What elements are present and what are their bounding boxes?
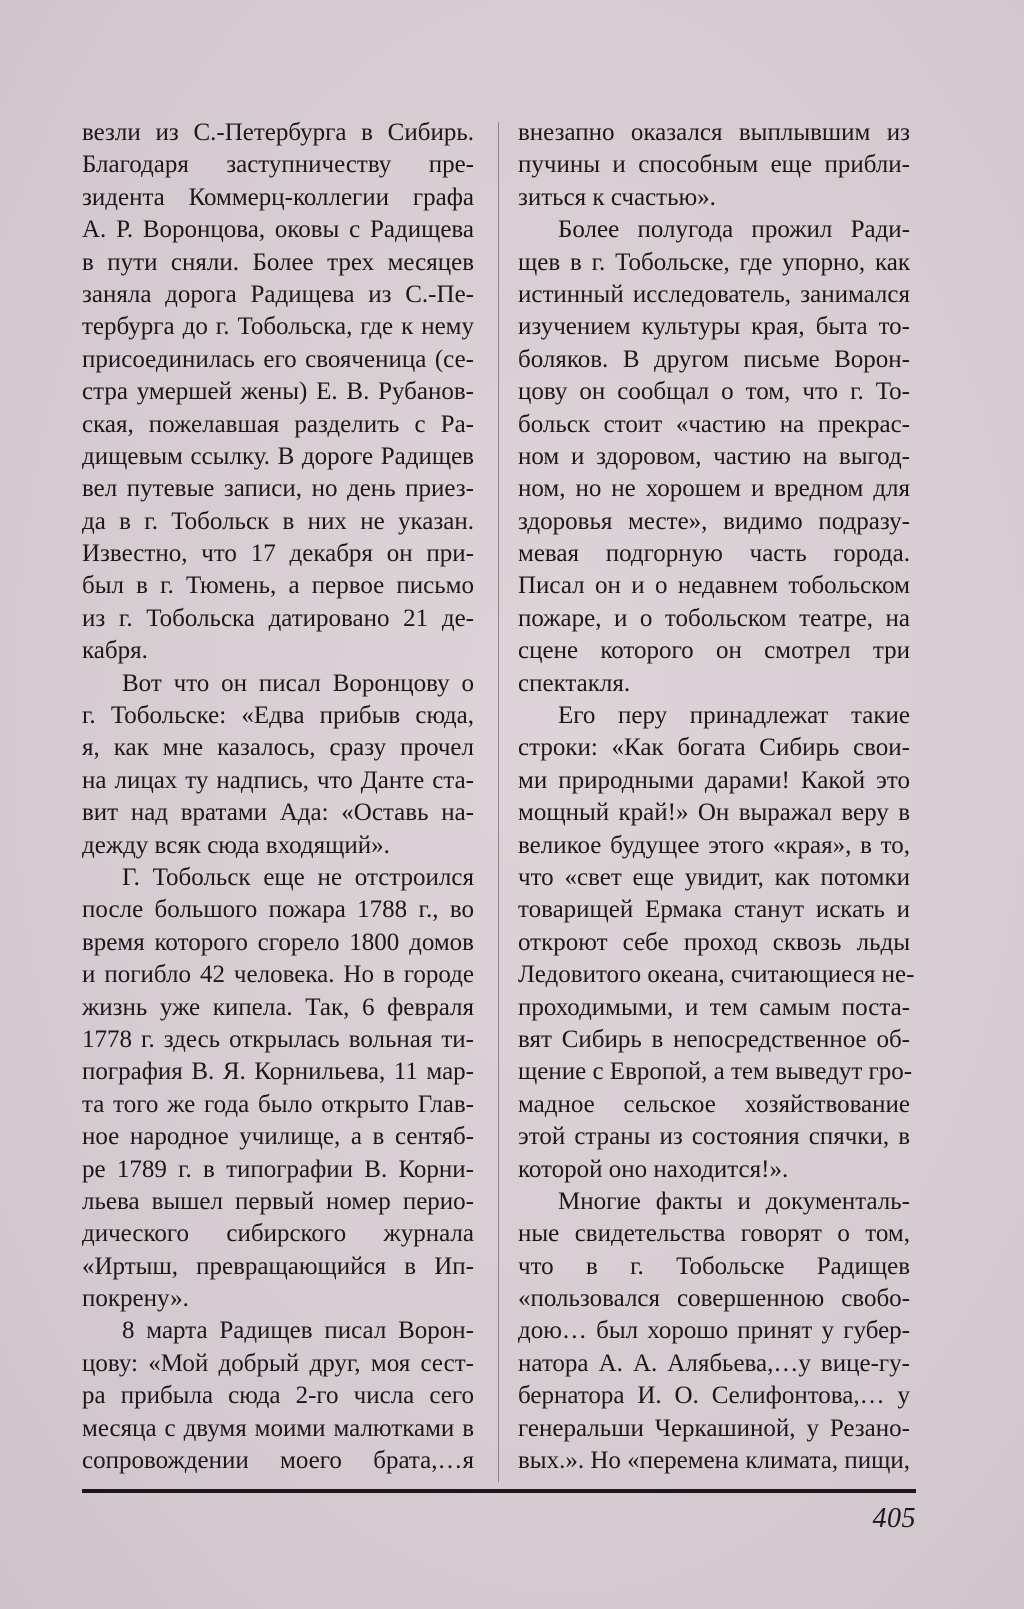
text-line: А. Р. Воронцова, оковы с Радищева — [82, 216, 474, 244]
text-line: вел путевые записи, но день приез- — [82, 475, 474, 503]
text-line: зидента Коммерц-коллегии графа — [82, 183, 474, 211]
text-line: я, как мне казалось, сразу прочел — [82, 734, 474, 762]
text-line: ская, пожелавшая разделить с Ра- — [82, 410, 474, 438]
footer-rule — [82, 1489, 916, 1493]
text-line: дою… был хорошо принят у губер- — [518, 1317, 910, 1345]
text-line: щение с Европой, а тем выведут гро- — [518, 1058, 913, 1086]
text-line: которой оно находится!». — [518, 1155, 789, 1183]
text-line: Писал он и о недавнем тобольском — [518, 572, 910, 600]
text-line: сцене которого он смотрел три — [518, 637, 910, 665]
text-line: дищевым ссылку. В дороге Радищев — [82, 442, 474, 470]
text-line: мевая подгорную часть города. — [518, 540, 910, 568]
text-line: был в г. Тюмень, а первое письмо — [82, 572, 474, 600]
text-line: «пользовался совершенною свобо- — [518, 1285, 910, 1313]
text-line: здоровья месте», видимо подразу- — [518, 507, 910, 535]
text-line: мадное сельское хозяйствование — [518, 1090, 910, 1118]
text-line: «Иртыш, превращающийся в Ип- — [82, 1252, 474, 1280]
text-line: жизнь уже кипела. Так, 6 февраля — [82, 993, 474, 1021]
text-line: время которого сгорело 1800 домов — [82, 928, 474, 956]
text-line: Известно, что 17 декабря он при- — [82, 540, 474, 568]
text-line: дического сибирского журнала — [82, 1220, 474, 1248]
text-line: заняла дорога Радищева из С.-Пе- — [82, 280, 474, 308]
page-number: 405 — [872, 1503, 916, 1534]
text-line: этой страны из состояния спячки, в — [518, 1123, 910, 1151]
text-line: ном, но не хорошем и вредном для — [518, 475, 910, 503]
text-line: на лицах ту надпись, что Данте ста- — [82, 766, 474, 794]
text-line: мощный край!» Он выражал веру в — [518, 799, 910, 827]
text-line: покрену». — [82, 1285, 189, 1313]
text-line: везли из С.-Петербурга в Сибирь. — [82, 119, 474, 146]
text-line: та того же года было открыто Глав- — [82, 1090, 474, 1118]
text-line: Вот что он писал Воронцову о — [122, 669, 474, 697]
text-line: Г. Тобольск еще не отстроился — [122, 863, 474, 891]
text-line: после большого пожара 1788 г., во — [82, 896, 474, 924]
text-line: генеральши Черкашиной, у Резано- — [518, 1414, 910, 1442]
text-line: ные свидетельства говорят о том, — [518, 1220, 910, 1248]
text-line: 8 марта Радищев писал Ворон- — [122, 1317, 474, 1345]
text-line: месяца с двумя моими малютками в — [82, 1414, 474, 1442]
text-line: что «свет еще увидит, как потомки — [518, 863, 910, 891]
text-line: из г. Тобольска датировано 21 де- — [82, 604, 474, 632]
text-line: откроют себе проход сквозь льды — [518, 928, 910, 956]
text-line: ное народное училище, а в сентяб- — [82, 1123, 474, 1151]
text-line: Благодаря заступничеству пре- — [82, 151, 474, 179]
text-line: тербурга до г. Тобольска, где к нему — [82, 313, 474, 341]
text-line: ре 1789 г. в типографии В. Корни- — [82, 1155, 474, 1183]
text-line: ном и здоровом, частию на выгод- — [518, 442, 910, 470]
text-line: кабря. — [82, 637, 148, 665]
text-line: дежду всяк сюда входящий». — [82, 831, 390, 859]
text-line: спектакля. — [518, 669, 631, 697]
text-line: цову: «Мой добрый друг, моя сест- — [82, 1349, 474, 1377]
text-line: внезапно оказался выплывшим из — [518, 119, 910, 146]
text-line: боляков. В другом письме Ворон- — [518, 345, 910, 373]
text-line: г. Тобольске: «Едва прибыв сюда, — [82, 702, 474, 730]
text-line: пучины и способным еще прибли- — [518, 151, 910, 179]
column-divider — [498, 122, 499, 1482]
text-line: льева вышел первый номер перио- — [82, 1187, 474, 1215]
text-line: присоединилась его свояченица (се- — [82, 345, 474, 373]
text-line: цову он сообщал о том, что г. То- — [518, 378, 910, 406]
text-line: стра умершей жены) Е. В. Рубанов- — [82, 378, 474, 406]
text-line: Его перу принадлежат такие — [558, 702, 910, 730]
text-line: и погибло 42 человека. Но в городе — [82, 961, 474, 989]
text-line: вит над вратами Ада: «Оставь на- — [82, 799, 474, 827]
text-line: что в г. Тобольске Радищев — [518, 1252, 910, 1280]
text-line: больск стоит «частию на прекрас- — [518, 410, 910, 438]
text-line: истинный исследователь, занимался — [518, 280, 910, 308]
text-line: сопровождении моего брата,…я — [82, 1447, 474, 1475]
text-line: вят Сибирь в непосредственное об- — [518, 1025, 910, 1053]
text-line: ми природными дарами! Какой это — [518, 766, 910, 794]
text-line: строки: «Как богата Сибирь свои- — [518, 734, 910, 762]
text-line: Многие факты и документаль- — [558, 1187, 910, 1215]
text-line: вых.». Но «перемена климата, пищи, — [518, 1447, 910, 1475]
right-text-column — [518, 117, 915, 1477]
text-line: пожаре, и о тобольском театре, на — [518, 604, 910, 632]
text-line: проходимыми, и тем самым поста- — [518, 993, 910, 1021]
text-line: бернатора И. О. Селифонтова,… у — [518, 1382, 910, 1410]
text-line: Более полугода прожил Ради- — [558, 216, 910, 244]
text-line: изучением культуры края, быта то- — [518, 313, 910, 341]
text-line: зиться к счастью». — [518, 183, 716, 211]
text-line: да в г. Тобольск в них не указан. — [82, 507, 474, 535]
text-line: великое будущее этого «края», в то, — [518, 831, 910, 859]
text-line: пография В. Я. Корнильева, 11 мар- — [82, 1058, 474, 1086]
left-text-column — [82, 117, 474, 1477]
text-line: натора А. А. Алябьева,…у вице-гу- — [518, 1349, 910, 1377]
text-line: товарищей Ермака станут искать и — [518, 896, 910, 924]
text-line: 1778 г. здесь открылась вольная ти- — [82, 1025, 474, 1053]
text-line: в пути сняли. Более трех месяцев — [82, 248, 474, 276]
text-line: Ледовитого океана, считающиеся не- — [518, 961, 915, 989]
text-line: ра прибыла сюда 2-го числа сего — [82, 1382, 474, 1410]
text-line: щев в г. Тобольске, где упорно, как — [518, 248, 910, 276]
